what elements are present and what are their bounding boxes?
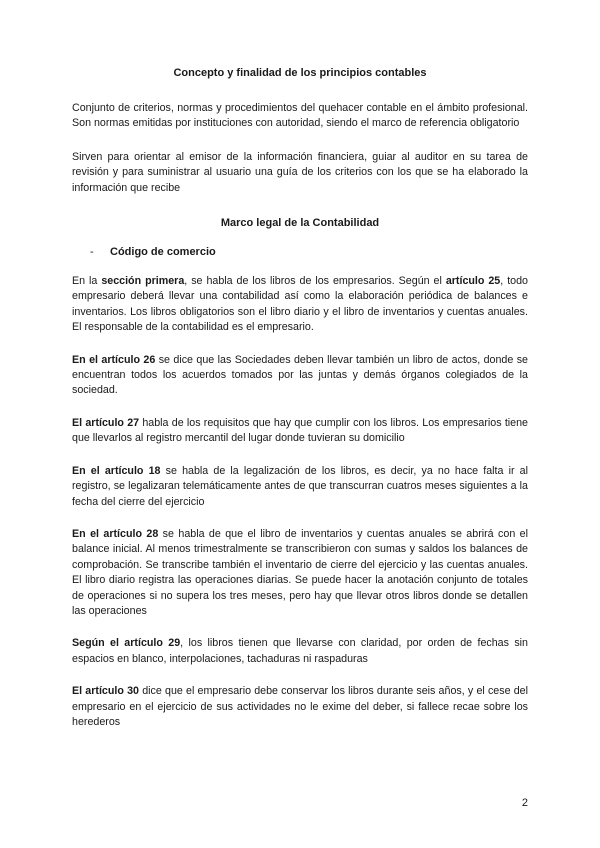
bullet-dash: - <box>90 246 94 259</box>
text-run: se dice que las Sociedades deben llevar también un libro de actos, donde se encuentran todos los acuerdos tomados por las juntas y demás órganos colegiados de la sociedad. <box>72 353 528 397</box>
paragraph-articulo-18 <box>72 464 528 510</box>
page-number: 2 <box>521 797 528 809</box>
section-heading: Marco legal de la Contabilidad <box>220 217 380 230</box>
paragraph-articulo-26 <box>72 353 528 399</box>
text-run: En la <box>72 275 102 288</box>
bullet-label: Código de comercio <box>110 246 216 259</box>
bold-run: artículo 25 <box>445 275 501 288</box>
text-run: , todo empresario deberá llevar una contabilidad así como la elaboración periódica de balances e inventarios. Los libros obligatorios son el libro diario y el libro de inventarios y cuentas anuales. El responsable de la contabilidad es el empresario. <box>72 275 528 334</box>
bold-run: En el artículo 18 <box>72 464 161 477</box>
bold-run: Según el artículo 29 <box>72 637 181 650</box>
paragraph-articulo-30 <box>72 684 528 730</box>
text-run: se habla de la legalización de los libros, es decir, ya no hace falta ir al registro, se legalizaran telemáticamente antes de que transcurran cuatros meses siguientes a la fecha del cierre del ejercicio <box>72 464 528 508</box>
paragraph-purpose: Sirven para orientar al emisor de la información financiera, guiar al auditor en su tarea de revisión y para suministrar al usuario una guía de los criterios con los que se ha elaborado la información que recibe <box>72 150 528 194</box>
paragraph-articulo-29 <box>72 636 528 667</box>
document-page <box>72 66 528 730</box>
paragraph-seccion-primera <box>72 274 528 336</box>
bold-run: En el artículo 26 <box>72 353 156 366</box>
bold-run: El artículo 27 <box>72 416 140 429</box>
bold-run: sección primera <box>101 275 185 288</box>
paragraph-articulo-28 <box>72 527 528 619</box>
text-run: habla de los requisitos que hay que cumplir con los libros. Los empresarios tiene que llevarlos al registro mercantil del lugar donde tuvieran su domicilio <box>72 416 528 445</box>
text-run: se habla de que el libro de inventarios y cuentas anuales se abrirá con el balance inicial. Al menos trimestralmente se transcribieron con sumas y saldos los balances de comprobación. Se transcribe también el inventario de cierre del ejercicio y las cuentas anuales. El libro diario registra las operaciones diarias. Se puede hacer la anotación conjunto de totales de operaciones si no supera los tres meses, pero hay que llevar otros libros donde se detallen las operaciones <box>72 527 528 617</box>
paragraph-definition: Conjunto de criterios, normas y procedimientos del quehacer contable en el ámbito profesional. Son normas emitidas por instituciones con autoridad, siendo el marco de referencia obligatorio <box>72 102 528 130</box>
text-run: , los libros tienen que llevarse con claridad, por orden de fechas sin espacios en blanco, interpolaciones, tachaduras ni raspaduras <box>72 637 529 665</box>
title-heading: Concepto y finalidad de los principios contables <box>173 67 427 79</box>
bullet-item <box>72 245 528 260</box>
text-run: dice que el empresario debe conservar los libros durante seis años, y el cese del empresario en el ejercicio de sus actividades no le exime del deber, si fallece recae sobre los herederos <box>72 685 529 728</box>
bold-run: En el artículo 28 <box>72 527 159 540</box>
paragraph-articulo-27 <box>72 416 528 447</box>
text-run: , se habla de los libros de los empresarios. Según el <box>184 275 446 288</box>
bold-run: El artículo 30 <box>72 685 139 698</box>
